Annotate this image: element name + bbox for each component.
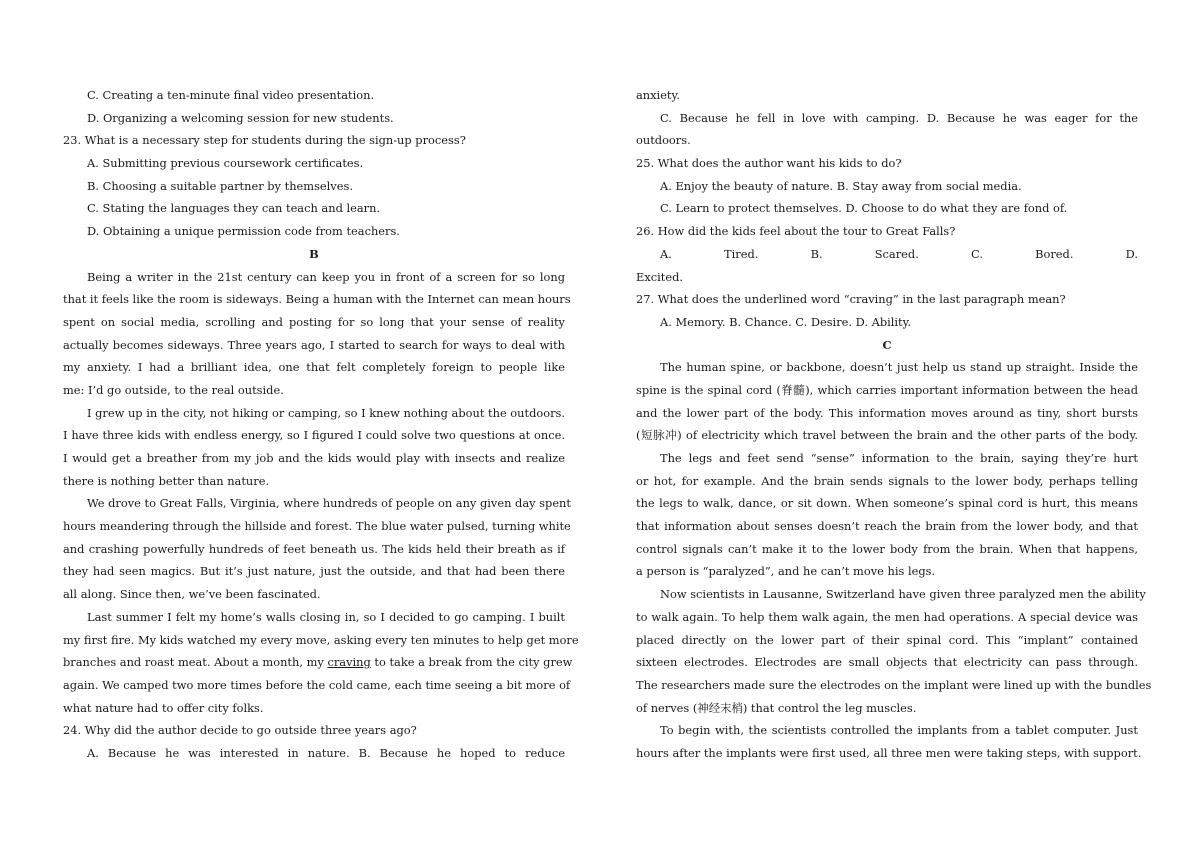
text-line [63, 152, 565, 175]
text-line [636, 697, 1138, 720]
line-text: Excited. [636, 269, 683, 284]
text-line [636, 424, 1138, 447]
text-line [63, 311, 565, 334]
line-text: Being a writer in the 21st century can keep you in front of a screen for so long [87, 269, 565, 284]
line-text: D. Organizing a welcoming session for new students. [87, 110, 394, 125]
line-text: A. Because he was interested in nature. B. Because he hoped to reduce [87, 745, 565, 760]
line-text: they had seen magics. But it’s just nature, just the outside, and that had been there [63, 564, 565, 579]
line-text: my anxiety. I had a brilliant idea, one that felt completely foreign to people like [63, 360, 565, 375]
text-line [636, 243, 1138, 266]
text-line [636, 129, 1138, 152]
text-line [636, 583, 1146, 606]
line-text: control signals can’t make it to the lower body from the brain. When that happens, [636, 541, 1138, 556]
text-line [636, 515, 1138, 538]
right-column [636, 84, 1152, 765]
text-line [63, 334, 565, 357]
line-text: I would get a breather from my job and the kids would play with insects and realize [63, 451, 565, 465]
text-line [636, 334, 1138, 357]
line-text: C [882, 337, 892, 352]
line-text: placed directly on the lower part of their spinal cord. This “implant” contained [636, 632, 1138, 647]
line-text: C. Because he fell in love with camping. D. Because he was eager for the [660, 110, 1138, 125]
text-line [63, 742, 565, 765]
line-text: B [309, 246, 319, 261]
line-text: what nature had to offer city folks. [63, 700, 264, 715]
line-text: D. Obtaining a unique permission code from teachers. [87, 224, 400, 239]
line-text: We drove to Great Falls, Virginia, where hundreds of people on any given day spent [87, 496, 571, 511]
line-text-after: to take a break from the city grew [370, 655, 573, 670]
text-line [636, 651, 1138, 674]
line-text: spent on social media, scrolling and posting for so long that your sense of reality [63, 314, 565, 329]
line-text: 23. What is a necessary step for students during the sign-up process? [63, 133, 466, 148]
underlined-word: craving [327, 655, 371, 670]
line-text: anxiety. [636, 88, 681, 102]
text-line [63, 560, 565, 583]
text-line [63, 402, 565, 425]
line-text: B. Choosing a suitable partner by themselves. [87, 178, 353, 193]
line-text: 24. Why did the author decide to go outside three years ago? [63, 723, 417, 738]
text-line [636, 379, 1138, 402]
text-line [63, 356, 565, 379]
line-text: there is nothing better than nature. [63, 473, 270, 488]
line-text: A. Memory. B. Chance. C. Desire. D. Ability. [660, 314, 912, 329]
text-line [636, 288, 1138, 311]
line-text: C. Creating a ten-minute final video presentation. [87, 88, 375, 102]
line-text: A. Submitting previous coursework certificates. [87, 156, 364, 171]
text-line [63, 515, 571, 538]
text-line [63, 288, 571, 311]
line-text: of nerves (神经末梢) that control the leg muscles. [636, 700, 917, 715]
line-text: or hot, for example. And the brain sends signals to the lower body, perhaps telling [636, 473, 1138, 488]
text-line [63, 107, 565, 130]
line-text: spine is the spinal cord (脊髓), which carries important information between the head [636, 382, 1138, 397]
line-text: Now scientists in Lausanne, Switzerland have given three paralyzed men the ability [660, 587, 1146, 602]
text-line [63, 447, 565, 470]
line-text: The legs and feet send “sense” information to the brain, saying they’re hurt [660, 451, 1138, 465]
text-line [636, 719, 1138, 742]
line-text: C. Learn to protect themselves. D. Choose to do what they are fond of. [660, 201, 1068, 216]
line-text: again. We camped two more times before the cold came, each time seeing a bit more of [63, 677, 571, 692]
text-line [63, 266, 565, 289]
line-text: I have three kids with endless energy, so I figured I could solve two questions at once. [63, 428, 565, 443]
line-text: sixteen electrodes. Electrodes are small objects that electricity can pass through. [636, 655, 1138, 670]
line-text: a person is “paralyzed”, and he can’t move his legs. [636, 564, 936, 579]
line-text: the legs to walk, dance, or sit down. When someone’s spinal cord is hurt, this means [636, 496, 1138, 511]
line-text: 25. What does the author want his kids to do? [636, 156, 902, 171]
text-line [63, 719, 565, 742]
text-line [63, 197, 565, 220]
text-line [63, 538, 565, 561]
text-line [63, 84, 565, 107]
text-line [636, 220, 1138, 243]
text-line [63, 220, 565, 243]
line-text: my first fire. My kids watched my every move, asking every ten minutes to help get more [63, 632, 579, 647]
line-text: A. Tired. B. Scared. C. Bored. D. [660, 246, 1138, 261]
line-text: The researchers made sure the electrodes on the implant were lined up with the bundles [636, 677, 1152, 692]
text-line [63, 379, 565, 402]
text-line [636, 175, 1138, 198]
line-text: me: I’d go outside, to the real outside. [63, 382, 284, 397]
text-line [63, 583, 565, 606]
left-column [63, 84, 579, 765]
text-line [63, 129, 565, 152]
line-text: to walk again. To help them walk again, the men had operations. A special device was [636, 609, 1138, 624]
text-line [63, 606, 565, 629]
text-line [63, 175, 565, 198]
text-line [636, 674, 1152, 697]
line-text: and the lower part of the body. This information moves around as tiny, short bursts [636, 405, 1138, 420]
line-text: hours meandering through the hillside and forest. The blue water pulsed, turning white [63, 519, 571, 534]
line-text: C. Stating the languages they can teach and learn. [87, 201, 381, 216]
text-line [63, 651, 573, 674]
text-line [636, 742, 1142, 765]
text-line [636, 606, 1138, 629]
text-line [636, 356, 1138, 379]
line-text: 26. How did the kids feel about the tour to Great Falls? [636, 224, 956, 239]
line-text: outdoors. [636, 133, 691, 148]
text-line [636, 311, 1138, 334]
text-line [636, 560, 1138, 583]
text-line [636, 152, 1138, 175]
text-line [63, 243, 565, 266]
line-text: (短脉冲) of electricity which travel between the brain and the other parts of the body. [636, 428, 1138, 443]
line-text: I grew up in the city, not hiking or camping, so I knew nothing about the outdoors. [87, 405, 565, 420]
text-line [636, 629, 1138, 652]
line-text: 27. What does the underlined word “craving” in the last paragraph mean? [636, 292, 1066, 307]
text-line [636, 266, 1138, 289]
text-line [636, 197, 1138, 220]
line-text: that information about senses doesn’t reach the brain from the lower body, and that [636, 519, 1138, 534]
line-text: The human spine, or backbone, doesn’t just help us stand up straight. Inside the [660, 360, 1138, 375]
text-line [636, 402, 1138, 425]
text-line [63, 470, 565, 493]
line-text: To begin with, the scientists controlled the implants from a tablet computer. Just [660, 723, 1138, 738]
line-text: and crashing powerfully hundreds of feet beneath us. The kids held their breath as if [63, 541, 565, 556]
text-line [63, 492, 571, 515]
text-line [636, 447, 1138, 470]
text-line [636, 470, 1138, 493]
text-line [63, 697, 565, 720]
line-text: that it feels like the room is sideways. Being a human with the Internet can mean hours [63, 292, 571, 307]
text-line [636, 492, 1138, 515]
text-line [636, 107, 1138, 130]
text-line [63, 424, 565, 447]
line-text: A. Enjoy the beauty of nature. B. Stay away from social media. [660, 178, 1022, 193]
line-text: actually becomes sideways. Three years ago, I started to search for ways to deal with [63, 337, 565, 352]
line-text: all along. Since then, we’ve been fascinated. [63, 587, 321, 602]
text-line [63, 629, 579, 652]
line-text: Last summer I felt my home’s walls closing in, so I decided to go camping. I built [87, 609, 565, 624]
line-text: branches and roast meat. About a month, my [63, 655, 328, 670]
text-line [636, 538, 1138, 561]
line-text: hours after the implants were first used, all three men were taking steps, with support. [636, 745, 1142, 760]
text-line [63, 674, 571, 697]
text-line [636, 84, 1138, 107]
